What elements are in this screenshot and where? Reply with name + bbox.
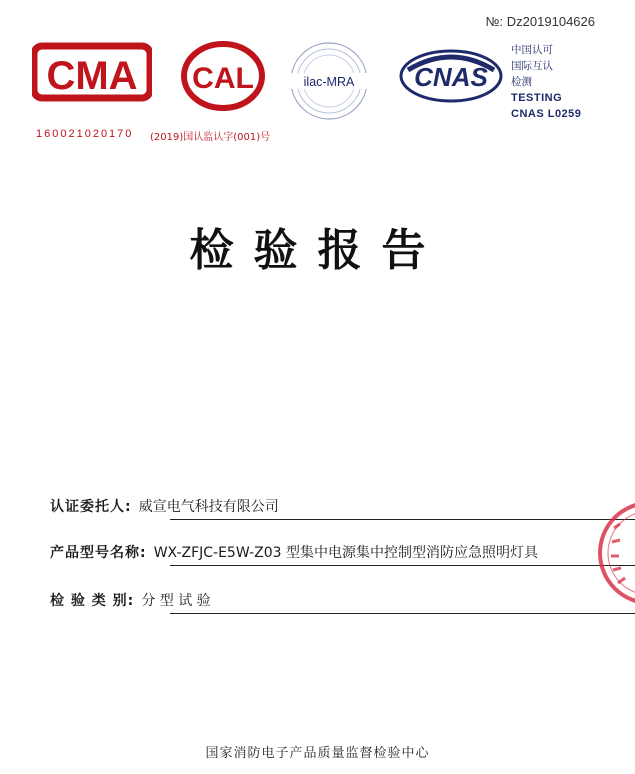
field-client-underline bbox=[170, 519, 635, 520]
cnas-line-4: TESTING bbox=[511, 92, 563, 104]
cnas-line-1: 中国认可 bbox=[511, 44, 553, 56]
field-product-underline bbox=[170, 565, 635, 566]
report-number-value: Dz2019104626 bbox=[506, 14, 595, 29]
page-title: 检验报告 bbox=[189, 225, 446, 276]
field-inspection-type-value: 分 型 试 验 bbox=[141, 593, 211, 609]
cal-letters: CAL bbox=[192, 62, 254, 95]
cma-logo-icon bbox=[32, 42, 152, 102]
field-inspection-type-underline bbox=[170, 613, 635, 614]
red-seal-icon bbox=[590, 498, 635, 608]
cnas-letters: CNAS bbox=[414, 62, 488, 92]
cnas-logo-icon bbox=[398, 48, 504, 104]
certification-logos bbox=[0, 36, 635, 146]
cnas-accreditation-text bbox=[511, 42, 581, 122]
cma-letters: CMA bbox=[46, 54, 138, 98]
cal-logo-icon bbox=[180, 40, 266, 112]
field-product-label: 产品型号名称: bbox=[50, 545, 147, 561]
cal-code: (2019)国认监认字(001)号 bbox=[150, 132, 271, 143]
field-client-value: 威宣电气科技有限公司 bbox=[138, 499, 279, 515]
report-number-label: №: bbox=[485, 14, 504, 29]
cnas-line-3: 检测 bbox=[511, 76, 532, 88]
field-client-label: 认证委托人: bbox=[50, 499, 132, 515]
cma-code: 160021020170 bbox=[36, 128, 134, 140]
field-product-value: WX-ZFJC-E5W-Z03 型集中电源集中控制型消防应急照明灯具 bbox=[153, 545, 539, 561]
field-inspection-type-label: 检 验 类 别: bbox=[50, 593, 135, 609]
ilac-mra-logo-icon bbox=[288, 40, 370, 122]
cnas-line-2: 国际互认 bbox=[511, 60, 553, 72]
footer-issuer: 国家消防电子产品质量监督检验中心 bbox=[205, 746, 430, 761]
report-number bbox=[486, 14, 595, 29]
cnas-line-5: CNAS L0259 bbox=[511, 108, 582, 120]
ilac-text: ilac-MRA bbox=[303, 75, 355, 89]
